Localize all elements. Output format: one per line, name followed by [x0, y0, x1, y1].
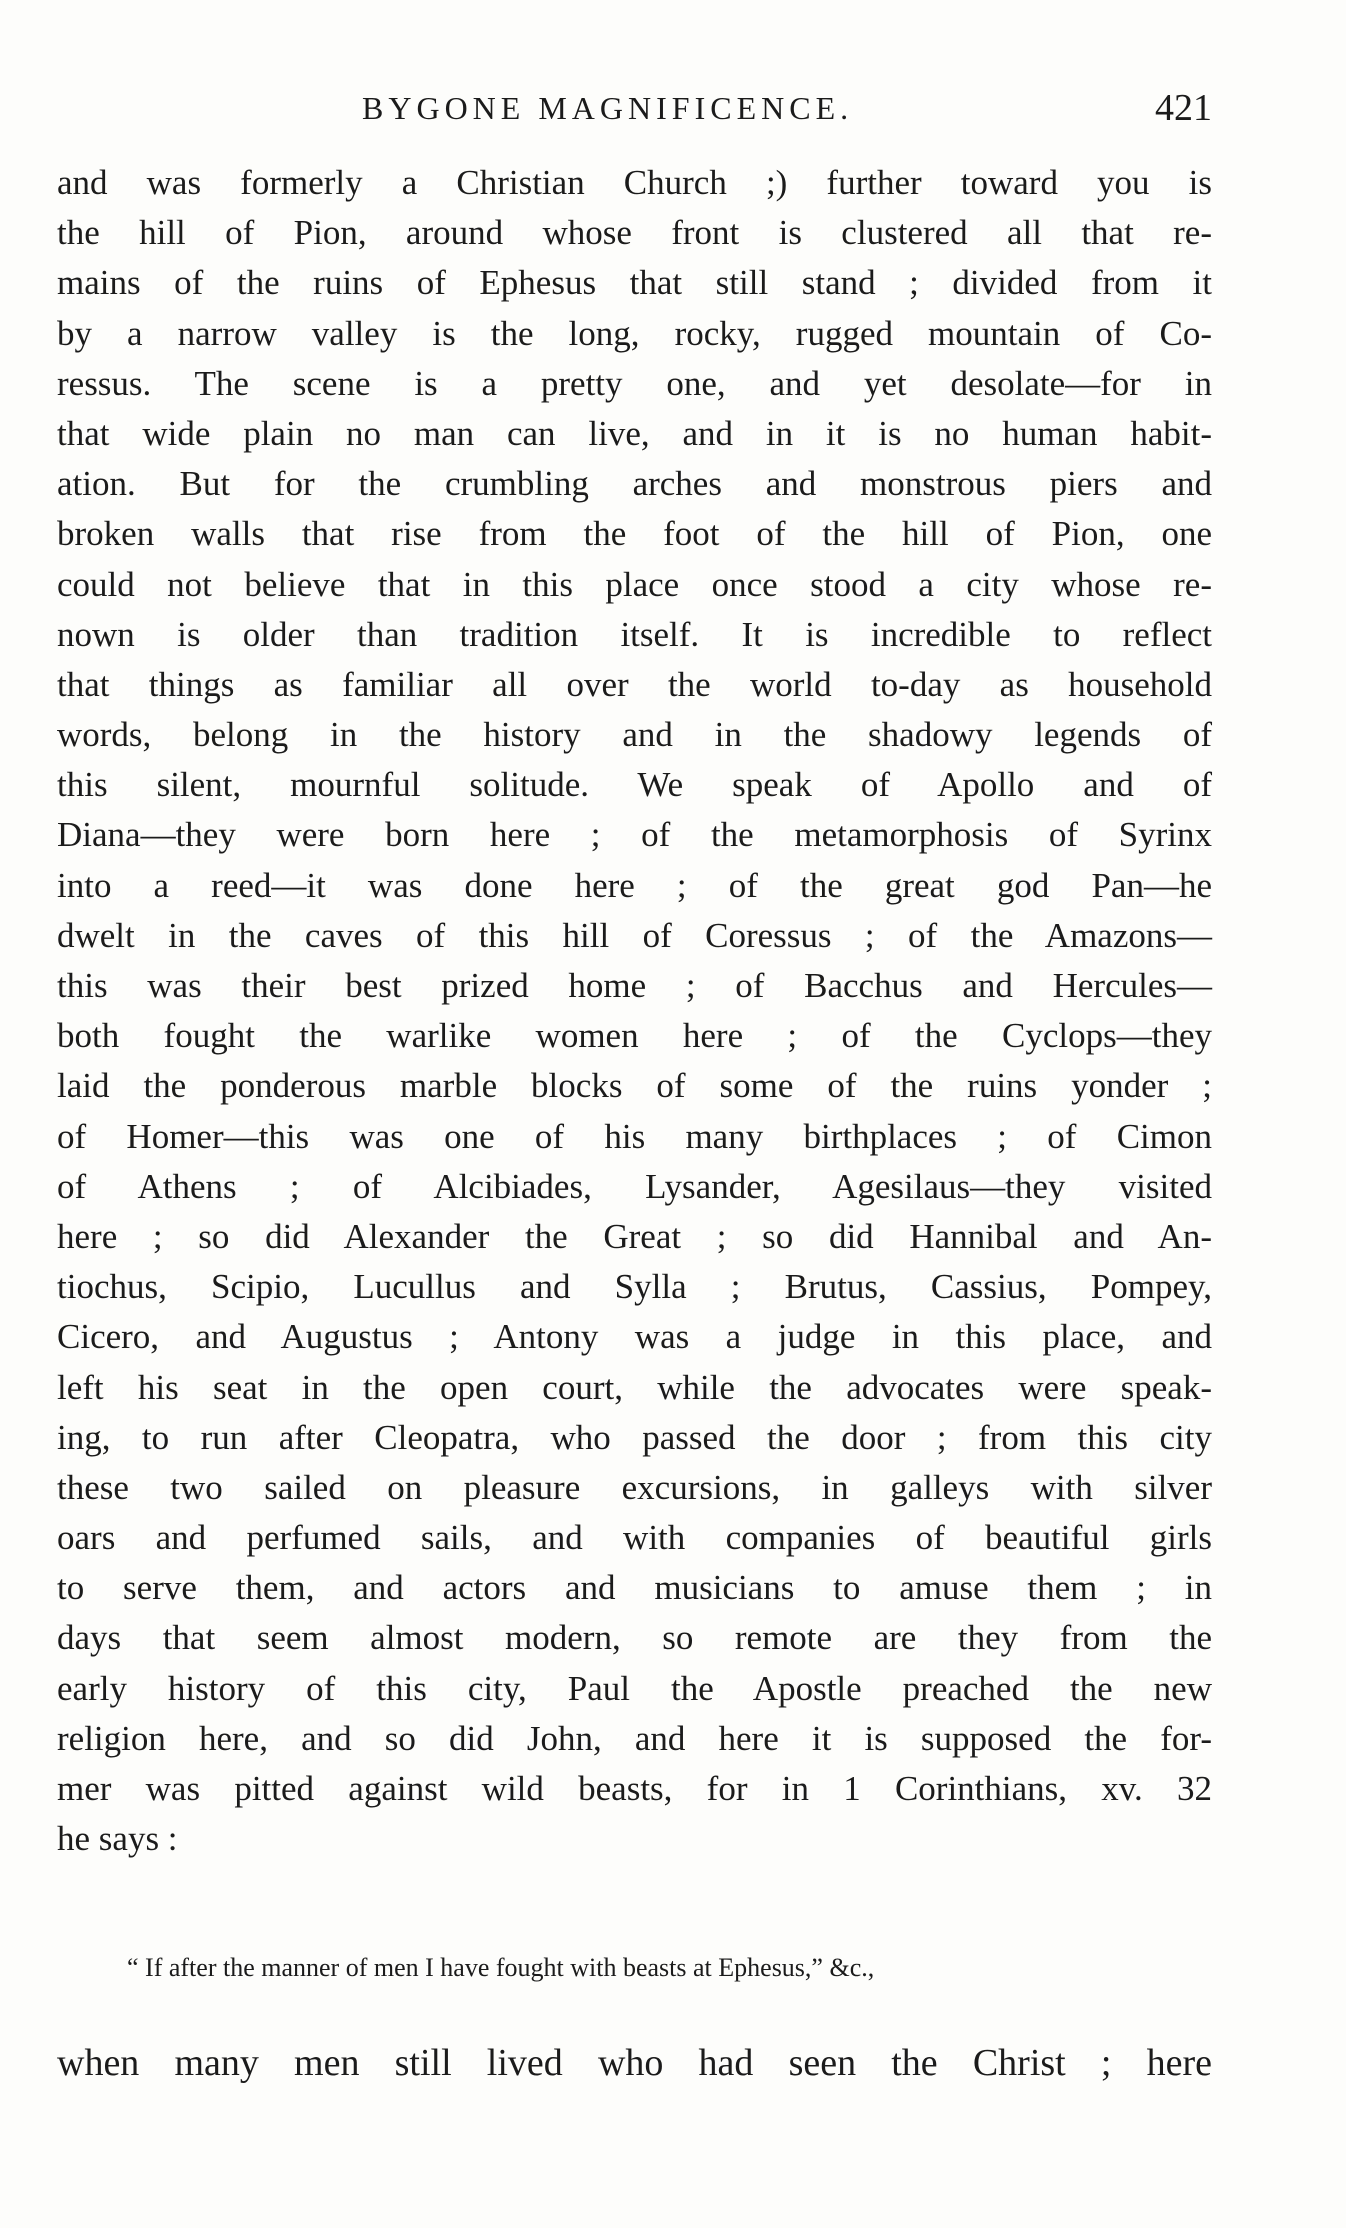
- text-line: ressus. The scene is a pretty one, and yet desolate—for in: [57, 363, 1212, 403]
- text-line: here ; so did Alexander the Great ; so did Hannibal and An-: [57, 1216, 1212, 1256]
- text-line: nown is older than tradition itself. It is incredible to reflect: [57, 614, 1212, 654]
- text-line: this silent, mournful solitude. We speak of Apollo and of: [57, 765, 1212, 805]
- text-line: Diana—they were born here ; of the metamorphosis of Syrinx: [57, 815, 1212, 855]
- text-line: laid the ponderous marble blocks of some of the ruins yonder ;: [57, 1066, 1212, 1106]
- text-line: into a reed—it was done here ; of the great god Pan—he: [57, 865, 1212, 905]
- text-line: ation. But for the crumbling arches and monstrous piers and: [57, 464, 1212, 504]
- text-line: these two sailed on pleasure excursions, in galleys with silver: [57, 1467, 1212, 1507]
- text-line: mer was pitted against wild beasts, for in 1 Corinthians, xv. 32: [57, 1769, 1212, 1808]
- text-line: that things as familiar all over the world to-day as household: [57, 664, 1212, 704]
- continuation-line: when many men still lived who had seen the Christ ; here: [57, 2042, 1212, 2084]
- text-line: ing, to run after Cleopatra, who passed the door ; from this city: [57, 1417, 1212, 1457]
- text-line: days that seem almost modern, so remote are they from the: [57, 1618, 1212, 1658]
- text-line: he says :: [57, 1819, 178, 1859]
- text-line: both fought the warlike women here ; of the Cyclops—they: [57, 1016, 1212, 1056]
- text-line: early history of this city, Paul the Apostle preached the new: [57, 1668, 1212, 1708]
- text-line: left his seat in the open court, while the advocates were speak-: [57, 1367, 1212, 1407]
- text-line: by a narrow valley is the long, rocky, rugged mountain of Co-: [57, 313, 1212, 353]
- text-line: oars and perfumed sails, and with companies of beautiful girls: [57, 1518, 1212, 1558]
- running-title: BYGONE MAGNIFICENCE.: [362, 90, 854, 126]
- text-line: this was their best prized home ; of Bacchus and Hercules—: [57, 966, 1212, 1005]
- text-line: of Homer—this was one of his many birthplaces ; of Cimon: [57, 1116, 1212, 1156]
- text-line: the hill of Pion, around whose front is clustered all that re-: [57, 213, 1212, 253]
- text-line: that wide plain no man can live, and in it is no human habit-: [57, 413, 1212, 453]
- text-line: dwelt in the caves of this hill of Coressus ; of the Amazons—: [57, 915, 1212, 955]
- page-number: 421: [1155, 87, 1212, 129]
- body-text: [57, 158, 1212, 1864]
- text-line: to serve them, and actors and musicians to amuse them ; in: [57, 1568, 1212, 1608]
- text-line: tiochus, Scipio, Lucullus and Sylla ; Brutus, Cassius, Pompey,: [57, 1267, 1212, 1307]
- text-line: and was formerly a Christian Church ;) further toward you is: [57, 163, 1212, 202]
- text-line: Cicero, and Augustus ; Antony was a judge in this place, and: [57, 1317, 1212, 1357]
- text-line: mains of the ruins of Ephesus that still stand ; divided from it: [57, 263, 1212, 303]
- block-quote: “ If after the manner of men I have fought with beasts at Ephesus,” &c.,: [127, 1953, 875, 1982]
- text-line: religion here, and so did John, and here it is supposed the for-: [57, 1718, 1212, 1758]
- text-line: could not believe that in this place once stood a city whose re-: [57, 564, 1212, 604]
- text-line: broken walls that rise from the foot of the hill of Pion, one: [57, 514, 1212, 554]
- text-line: words, belong in the history and in the shadowy legends of: [57, 715, 1212, 755]
- text-line: of Athens ; of Alcibiades, Lysander, Agesilaus—they visited: [57, 1166, 1212, 1206]
